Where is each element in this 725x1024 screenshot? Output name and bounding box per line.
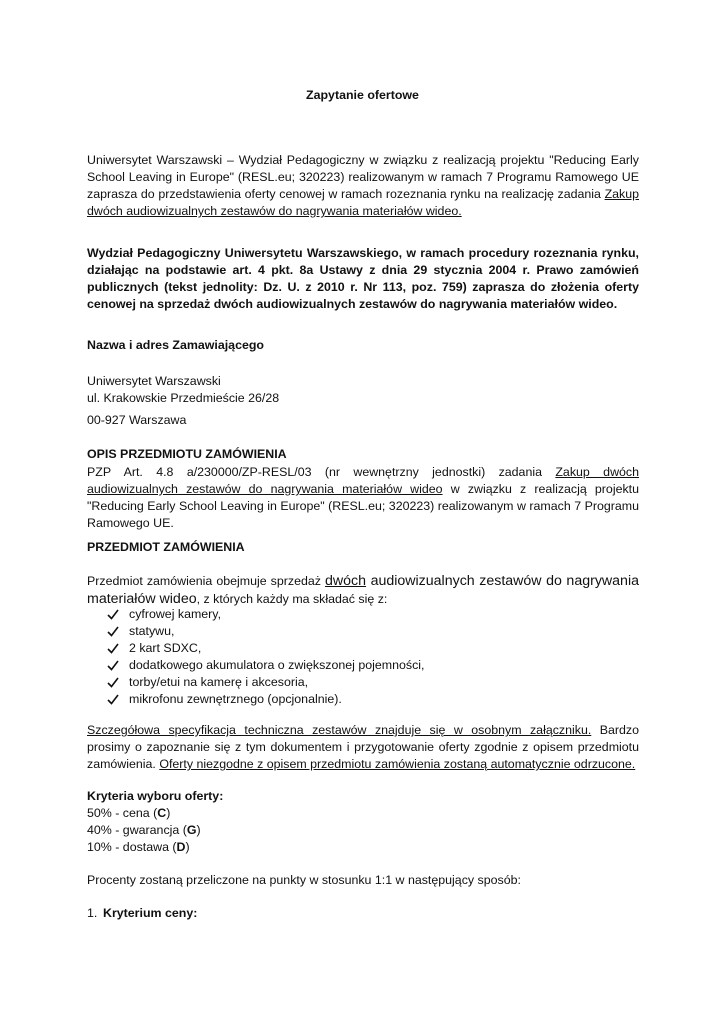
criteria-text: 40% - gwarancja ( [87,823,187,837]
list-item-label: dodatkowego akumulatora o zwiększonej pojemności, [129,658,425,672]
list-item [87,606,424,623]
check-icon [107,691,121,708]
page-title: Zapytanie ofertowe [306,88,419,102]
price-criterion-number: 1. [87,906,98,920]
intro-task-link: Zakup dwóch audiowizualnych zestawów do nagrywania materiałów wideo. [87,187,639,218]
check-icon [107,640,121,657]
criteria-letter: C [157,806,167,820]
przedmiot-text-3: , z których każdy ma składać się z: [196,592,388,606]
check-icon [107,606,121,623]
criteria-letter: D [176,840,186,854]
criteria-close: ) [166,806,171,820]
criteria-row [87,805,170,822]
criteria-close: ) [185,840,190,854]
przedmiot-paragraph [87,572,639,608]
criteria-letter: G [186,823,197,837]
specification-paragraph [87,722,639,773]
opis-heading: OPIS PRZEDMIOTU ZAMÓWIENIA [87,447,287,461]
points-conversion-text: Procenty zostaną przeliczone na punkty w stosunku 1:1 w następujący sposób: [87,873,521,887]
list-item-label: 2 kart SDXC, [129,641,202,655]
criteria-close: ) [196,823,201,837]
criteria-text: 50% - cena ( [87,806,158,820]
rejection-notice: Oferty niezgodne z opisem przedmiotu zamówienia zostaną automatycznie odrzucone. [159,757,636,771]
list-item-label: mikrofonu zewnętrznego (opcjonalnie). [129,692,342,706]
intro-text: Uniwersytet Warszawski – Wydział Pedagogiczny w związku z realizacją projektu "Reducing Early School Leaving in Europe" (RESL.eu; 320223) realizowanym w ramach 7 Programu Ramowego UE zaprasza do przedstawienia oferty cenowej w ramach rozeznania rynku na realizację zadania [87,153,639,201]
list-item [87,657,424,674]
legal-basis-paragraph: Wydział Pedagogiczny Uniwersytetu Warszawskiego, w ramach procedury rozeznania rynku, działając na podstawie art. 4 pkt. 8a Ustawy z dnia 29 stycznia 2004 r. Prawo zamówień publicznych (tekst jednolity: Dz. U. z 2010 r. Nr 113, poz. 759) zaprasza do złożenia oferty cenowej na sprzedaż dwóch audiowizualnych zestawów do nagrywania materiałów wideo. [87,246,639,311]
specification-text: Bardzo prosimy o zapoznanie się z tym dokumentem i przygotowanie oferty zgodnie z opisem przedmiotu zamówienia. [87,723,639,771]
intro-paragraph [87,152,639,220]
criteria-text: 10% - dostawa ( [87,840,177,854]
opis-text-after: w związku z realizacją projektu "Reducing Early School Leaving in Europe" (RESL.eu; 320223) realizowanym w ramach 7 Programu Ramowego UE. [87,482,639,530]
opis-text-before: PZP Art. 4.8 a/230000/ZP-RESL/03 (nr wewnętrzny jednostki) zadania [87,465,556,479]
check-icon [107,623,121,640]
address-line-2: ul. Krakowskie Przedmieście 26/28 [87,391,280,405]
specification-link: Szczegółowa specyfikacja techniczna zestawów znajduje się w osobnym załączniku. [87,723,592,737]
criteria-row [87,822,201,839]
przedmiot-quantity: dwóch [325,573,367,589]
opis-paragraph [87,464,639,532]
list-item [87,674,424,691]
price-criterion-heading [87,905,197,922]
address-heading: Nazwa i adres Zamawiającego [87,338,264,352]
przedmiot-heading: PRZEDMIOT ZAMÓWIENIA [87,540,245,554]
criteria-heading: Kryteria wyboru oferty: [87,789,224,803]
list-item [87,623,424,640]
list-item [87,640,424,657]
criteria-row [87,839,190,856]
check-icon [107,674,121,691]
list-item-label: cyfrowej kamery, [129,607,222,621]
przedmiot-text-2: audiowizualnych zestawów do nagrywania materiałów wideo [87,573,639,607]
list-item [87,691,424,708]
list-item-label: statywu, [129,624,175,638]
przedmiot-text-1: Przedmiot zamówienia obejmuje sprzedaż [87,574,325,588]
list-item-label: torby/etui na kamerę i akcesoria, [129,675,309,689]
kit-items-list [87,606,424,708]
address-line-3: 00-927 Warszawa [87,413,187,427]
check-icon [107,657,121,674]
opis-task-link: Zakup dwóch audiowizualnych zestawów do nagrywania materiałów wideo [87,465,639,496]
price-criterion-label: Kryterium ceny: [103,906,198,920]
address-line-1: Uniwersytet Warszawski [87,374,221,388]
